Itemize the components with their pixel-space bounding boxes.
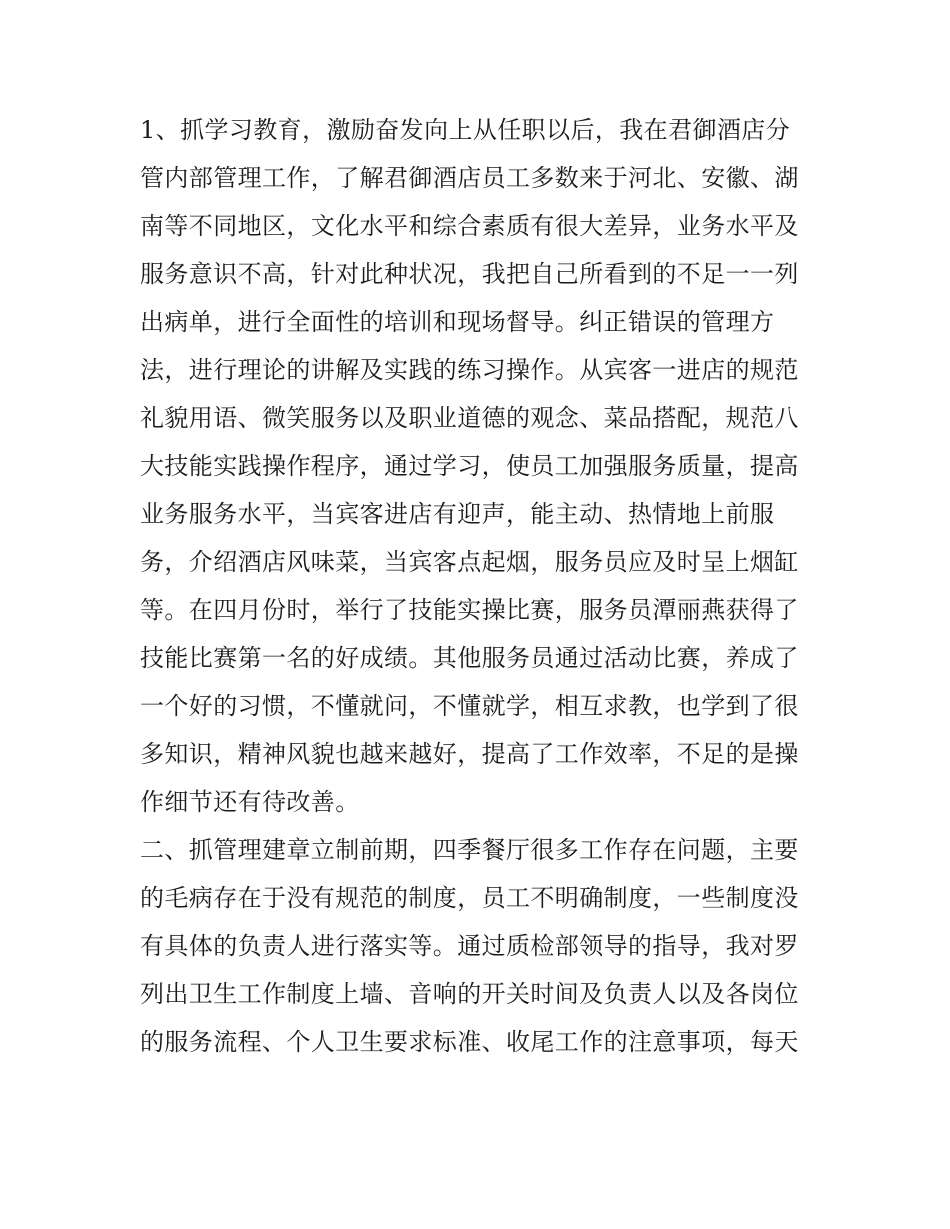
text-line: 出病单，进行全面性的培训和现场督导。纠正错误的管理方 [140, 308, 775, 336]
text-line: 作细节还有待改善。 [140, 788, 360, 816]
text-line: 有具体的负责人进行落实等。通过质检部领导的指导，我对罗 [140, 932, 799, 960]
text-line: 礼貌用语、微笑服务以及职业道德的观念、菜品搭配，规范八 [140, 404, 799, 432]
text-line: 多知识，精神风貌也越来越好，提高了工作效率，不足的是操 [140, 740, 799, 768]
text-line: 服务意识不高，针对此种状况，我把自己所看到的不足一一列 [140, 260, 799, 288]
text-line: 技能比赛第一名的好成绩。其他服务员通过活动比赛，养成了 [140, 644, 799, 672]
text-line: 南等不同地区，文化水平和综合素质有很大差异，业务水平及 [140, 212, 799, 240]
text-line: 大技能实践操作程序，通过学习，使员工加强服务质量，提高 [140, 452, 799, 480]
text-line: 务，介绍酒店风味菜，当宾客点起烟，服务员应及时呈上烟缸 [140, 548, 799, 576]
text-line: 二、抓管理建章立制前期，四季餐厅很多工作存在问题，主要 [140, 836, 799, 864]
text-line: 一个好的习惯，不懂就问，不懂就学，相互求教，也学到了很 [140, 692, 799, 720]
text-line: 的服务流程、个人卫生要求标准、收尾工作的注意事项，每天 [140, 1028, 799, 1056]
document-body [140, 106, 820, 1066]
text-line: 1、抓学习教育，激励奋发向上从任职以后，我在君御酒店分 [140, 116, 791, 144]
text-line: 法，进行理论的讲解及实践的练习操作。从宾客一进店的规范 [140, 356, 799, 384]
text-line: 的毛病存在于没有规范的制度，员工不明确制度，一些制度没 [140, 884, 799, 912]
text-line: 管内部管理工作，了解君御酒店员工多数来于河北、安徽、湖 [140, 164, 799, 192]
text-line: 业务服务水平，当宾客进店有迎声，能主动、热情地上前服 [140, 500, 775, 528]
text-line: 列出卫生工作制度上墙、音响的开关时间及负责人以及各岗位 [140, 980, 799, 1008]
text-line: 等。在四月份时，举行了技能实操比赛，服务员潭丽燕获得了 [140, 596, 799, 624]
